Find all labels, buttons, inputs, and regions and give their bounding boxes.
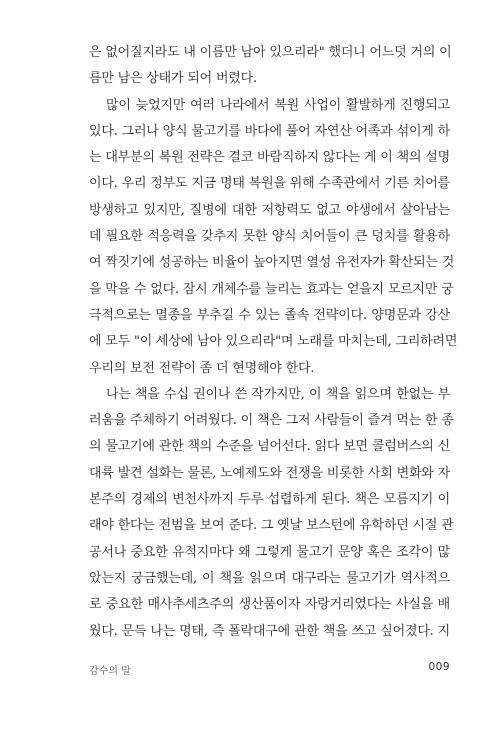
text-line: 름만 남은 상태가 되어 버렸다. (89, 71, 257, 87)
text-line: 본주의 경제의 변천사까지 두루 섭렵하게 된다. 책은 모름지기 이 (89, 492, 450, 508)
text-line: 대륙 발견 설화는 물론, 노예제도와 전쟁을 비롯한 사회 변화와 자 (89, 465, 450, 481)
text-line: 극적으로는 멸종을 부추길 수 있는 졸속 전략이다. 양명문과 강산 (89, 307, 450, 323)
text-line: 나는 책을 수십 권이나 쓴 작가지만, 이 책을 읽으며 한없는 부 (106, 386, 450, 402)
text-line: 공서나 중요한 유적지마다 왜 그렇게 물고기 문양 혹은 조각이 많 (89, 544, 450, 560)
text-line: 로 중요한 매사추세츠주의 생산품이자 자랑거리였다는 사실을 배 (89, 597, 450, 613)
text-line: 은 없어질지라도 내 이름만 남아 있으리라" 했더니 어느덧 거의 이 (89, 45, 452, 60)
text-line: 방생하고 있지만, 질병에 대한 저항력도 없고 야생에서 살아남는 (89, 202, 450, 218)
text-line: 있다. 그러나 양식 물고기를 바다에 풀어 자연산 어족과 섞이게 하 (89, 123, 450, 139)
page-number: 009 (428, 661, 450, 673)
text-line: 래야 한다는 전범을 보여 준다. 그 옛날 보스턴에 유학하던 시절 관 (89, 518, 454, 534)
text-line: 웠다. 문득 나는 명태, 즉 폴락대구에 관한 책을 쓰고 싶어졌다. 지 (89, 623, 450, 639)
text-line: 우리의 보전 전략이 좀 더 현명해야 한다. (89, 360, 315, 376)
text-line: 러움을 주체하기 어려웠다. 이 책은 그저 사람들이 즐겨 먹는 한 종 (89, 413, 454, 429)
text-line: 을 막을 수 없다. 잠시 개체수를 늘리는 효과는 얻을지 모르지만 궁 (89, 281, 454, 297)
text-line: 의 물고기에 관한 책의 수준을 넘어선다. 읽다 보면 콜럼버스의 신 (89, 439, 450, 455)
text-line: 았는지 궁금했는데, 이 책을 읽으며 대구라는 물고기가 역사적으 (89, 570, 450, 586)
text-line: 는 대부분의 복원 전략은 결코 바람직하지 않다는 게 이 책의 설명 (89, 150, 450, 166)
text-line: 많이 늦었지만 여러 나라에서 복원 사업이 활발하게 진행되고 (106, 97, 450, 113)
running-footer-title: 감수의 말 (89, 666, 131, 677)
text-line: 이다. 우리 정부도 지금 명태 복원을 위해 수족관에서 기른 치어를 (89, 176, 450, 192)
text-line: 데 필요한 적응력을 갖추지 못한 양식 치어들이 큰 덩치를 활용하 (89, 229, 450, 245)
body-text (89, 40, 458, 645)
text-line: 에 모두 "이 세상에 남아 있으리라"며 노래를 마치는데, 그리하려면 (89, 334, 458, 350)
text-line: 여 짝짓기에 성공하는 비율이 높아지면 열성 유전자가 확산되는 것 (89, 255, 455, 271)
